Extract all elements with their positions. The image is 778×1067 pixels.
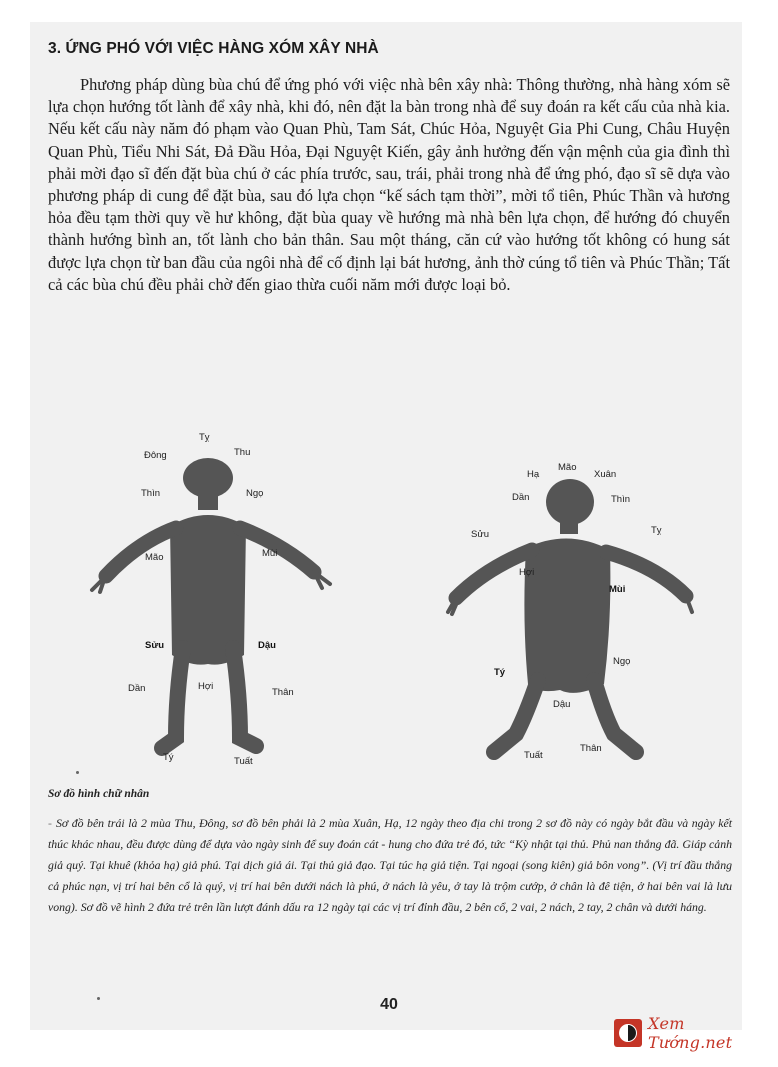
label-left-suu: Sửu <box>145 640 165 651</box>
figure-note-text: Sơ đồ bên trái là 2 mùa Thu, Đông, sơ đồ bên phải là 2 mùa Xuân, Hạ, 12 ngày theo địa chi trong 2 sơ đồ này có ngày bắt đầu và ngày kết thúc khác nhau, đều được dùng để dựa vào ngày sinh để suy đoán cát - hung cho đứa trẻ đó, tức “Kỳ nhật tại thủ. Phủ nan thắng đã. Giáp cảnh giả quý. Tại khuê (khỏa hạ) giả phú. Tại dịch giả ái. Tại thủ giả đạo. Tại túc hạ giả tiện. Tại ngoại (song kiên) giả bôn vong”. (Vị trí đầu thắng cả phúc nạn, vị trí hai bên cổ là quý, vị trí hai bên dưới nách là phú, ở nách là yêu, ở tay là trộm cướp, ở chân là đê tiện, ở hai bên vai là lưu vong). Sơ đồ vẽ hình 2 đứa trẻ trên lần lượt đánh dấu ra 12 ngày tại các vị trí đỉnh đầu, 2 bên cổ, 2 vai, 2 nách, 2 tay, 2 chân và dưới háng. <box>48 816 732 914</box>
label-right-ngo: Ngọ <box>613 656 631 667</box>
left-figure-right-leg <box>233 648 256 746</box>
left-figure-neck <box>198 494 218 510</box>
note-marker-icon: - <box>48 816 52 830</box>
label-left-mui: Mùi <box>262 548 278 559</box>
label-right-hoi: Hợi <box>519 567 535 578</box>
label-right-mao: Mão <box>558 462 577 473</box>
watermark <box>614 1016 774 1050</box>
watermark-text: Xem Tướng.net <box>647 1014 733 1052</box>
label-right-thin: Thìn <box>611 494 631 505</box>
label-left-mao: Mão <box>145 552 164 563</box>
scan-speck <box>76 771 79 774</box>
figure-caption: Sơ đồ hình chữ nhân <box>48 788 150 800</box>
left-figure <box>92 458 330 748</box>
left-figure-left-arm <box>106 528 176 576</box>
label-right-than: Thân <box>580 743 602 754</box>
page-number: 40 <box>380 996 398 1013</box>
left-figure-right-hand <box>314 572 330 588</box>
label-left-dau: Dậu <box>258 640 276 651</box>
label-right-tuat: Tuất <box>524 750 543 761</box>
label-left-thin: Thìn <box>141 488 161 499</box>
label-right-ty-right: Tỵ <box>651 525 662 536</box>
label-right-suu: Sửu <box>471 529 489 540</box>
label-left-thu: Thu <box>234 447 251 458</box>
label-left-ty-bottom: Tý <box>163 752 174 763</box>
label-left-dan: Dần <box>128 683 146 694</box>
label-right-dan: Dần <box>512 492 530 503</box>
left-figure-left-leg <box>162 648 183 748</box>
right-figure-neck <box>560 518 578 534</box>
label-left-dong: Đông <box>144 450 167 461</box>
label-left-ty-top: Tỵ <box>199 432 210 443</box>
figure-note <box>48 813 732 918</box>
label-left-hoi: Hợi <box>198 681 214 692</box>
left-figure-head <box>183 458 233 498</box>
label-right-ha: Hạ <box>527 469 540 480</box>
section-heading: 3. ỨNG PHÓ VỚI VIỆC HÀNG XÓM XÂY NHÀ <box>48 40 379 57</box>
right-figure-right-leg <box>594 680 636 752</box>
right-figure-body <box>524 538 610 692</box>
label-right-mui: Mùi <box>609 584 626 595</box>
label-left-ngo: Ngọ <box>246 488 264 499</box>
label-right-dau: Dậu <box>553 699 571 710</box>
body-paragraph: Phương pháp dùng bùa chú để ứng phó với việc nhà bên xây nhà: Thông thường, nhà hàng xóm sẽ lựa chọn hướng tốt lành để xây nhà, khi đó, nên đặt la bàn trong nhà để suy đoán ra kết cấu của nhà kia. Nếu kết cấu này năm đó phạm vào Quan Phù, Tam Sát, Chúc Hỏa, Nguyệt Gia Phi Cung, Châu Huyện Quan Phù, Tiểu Nhi Sát, Đả Đầu Hỏa, Đại Nguyệt Kiến, gây ảnh hưởng đến vận mệnh của gia đình thì phải mời đạo sĩ đến đặt bùa chú ở các phía trước, sau, trái, phải trong nhà để ứng phó, đạo sĩ sẽ dựa vào phương pháp di cung để đặt bùa, sau đó lựa chọn “kế sách tạm thời”, mời tổ tiên, Phúc Thần và hương hỏa đều tạm thời quy về hư không, đặt bùa quay về hướng mà nhà bên lựa chọn, để hướng đó chuyển thành hướng bình an, tốt lành cho bản thân. Sau một tháng, căn cứ vào hướng tốt không có hung sát được lựa chọn từ ban đầu của ngôi nhà để cố định lại bát hương, ảnh thờ cúng tổ tiên và Phúc Thần; Tất cả các bùa chú đều phải chờ đến giao thừa cuối năm mới được loại bỏ. <box>48 75 730 294</box>
label-right-ty-left: Tý <box>494 667 506 678</box>
right-figure <box>448 479 692 752</box>
label-left-tuat: Tuất <box>234 756 253 767</box>
watermark-logo <box>614 1019 642 1047</box>
label-right-xuan: Xuân <box>594 469 617 480</box>
right-figure-left-leg <box>494 680 538 752</box>
yin-yang-icon <box>619 1024 637 1042</box>
label-left-than: Thân <box>272 687 294 698</box>
